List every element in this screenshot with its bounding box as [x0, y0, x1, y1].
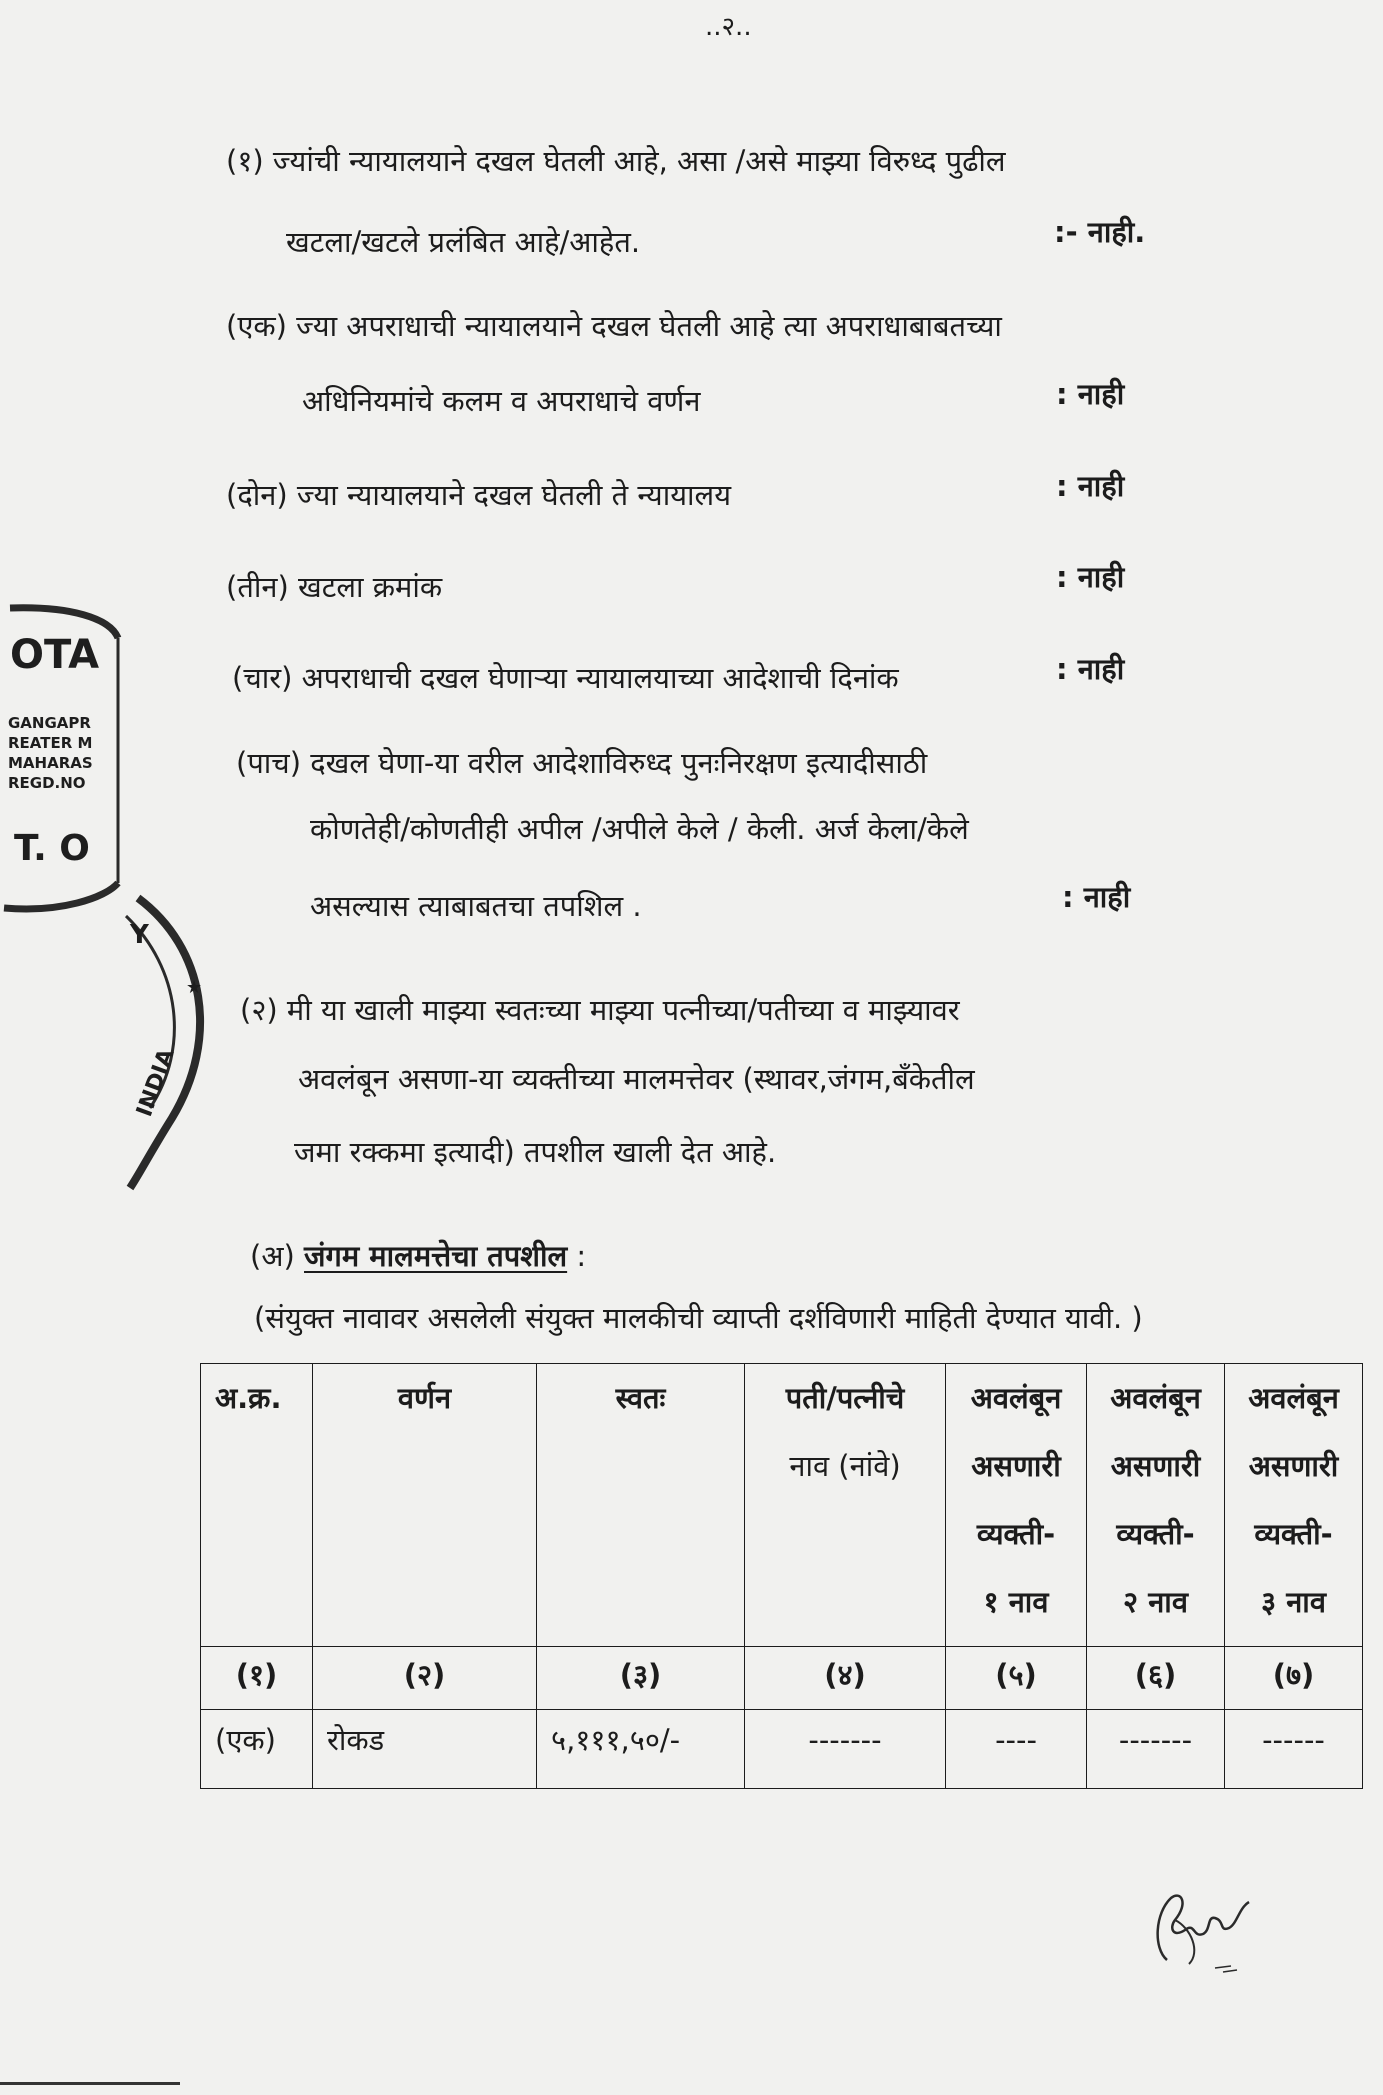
item-pach-answer: : नाही: [1062, 880, 1131, 914]
q1-line-2: खटला/खटले प्रलंबित आहे/आहेत.: [286, 225, 641, 259]
table-cell: (५): [946, 1647, 1087, 1710]
svg-text:REGD.NO: REGD.NO: [8, 774, 86, 792]
table-header-cell: स्वतः: [537, 1364, 745, 1647]
table-cell: (४): [745, 1647, 946, 1710]
sub-section-colon: :: [576, 1239, 587, 1273]
item-ek-answer: : नाही: [1056, 377, 1125, 411]
table-cell: -------: [745, 1710, 946, 1789]
table-cell: (६): [1087, 1647, 1225, 1710]
q1-answer: :- नाही.: [1054, 215, 1146, 249]
item-char-line: (चार) अपराधाची दखल घेणाऱ्या न्यायालयाच्या आदेशाची दिनांक: [232, 661, 899, 695]
svg-text:★: ★: [186, 977, 203, 998]
table-header-cell: अवलंबून असणारी व्यक्ती- १ नाव: [946, 1364, 1087, 1647]
page-number: ..२..: [705, 12, 752, 42]
item-pach-line-3: असल्यास त्याबाबतचा तपशिल .: [310, 889, 642, 923]
sub-section-heading: [250, 1239, 587, 1273]
item-char-answer: : नाही: [1056, 652, 1125, 686]
q2-line-1: (२) मी या खाली माझ्या स्वतःच्या माझ्या पत्नीच्या/पतीच्या व माझ्यावर: [240, 993, 960, 1027]
item-pach-line-2: कोणतेही/कोणतीही अपील /अपीले केले / केली. अर्ज केला/केले: [310, 812, 969, 846]
table-header-row: [201, 1364, 1363, 1647]
svg-text:INDIA: INDIA: [132, 1045, 180, 1121]
item-teen-answer: : नाही: [1056, 560, 1125, 594]
table-cell: ५,१११,५०/-: [537, 1710, 745, 1789]
table-cell: रोकड: [313, 1710, 537, 1789]
table-cell: (७): [1225, 1647, 1363, 1710]
item-ek-line-2: अधिनियमांचे कलम व अपराधाचे वर्णन: [302, 384, 701, 418]
table-cell: (एक): [201, 1710, 313, 1789]
svg-text:OTA: OTA: [10, 632, 100, 678]
svg-text:GANGAPR: GANGAPR: [8, 714, 91, 732]
svg-text:Y: Y: [130, 920, 149, 950]
table-cell: -------: [1087, 1710, 1225, 1789]
sub-section-note: (संयुक्त नावावर असलेली संयुक्त मालकीची व्याप्ती दर्शविणारी माहिती देण्यात यावी. ): [254, 1301, 1143, 1335]
table-cell: (२): [313, 1647, 537, 1710]
q1-line-1: (१) ज्यांची न्यायालयाने दखल घेतली आहे, असा /असे माझ्या विरुध्द पुढील: [226, 144, 1006, 178]
table-row: [201, 1710, 1363, 1789]
svg-text:T. O: T. O: [14, 828, 90, 869]
svg-text:MAHARAS: MAHARAS: [8, 754, 93, 772]
item-don-line: (दोन) ज्या न्यायालयाने दखल घेतली ते न्यायालय: [226, 478, 732, 512]
item-ek-line-1: (एक) ज्या अपराधाची न्यायालयाने दखल घेतली आहे त्या अपराधाबाबतच्या: [226, 309, 1002, 343]
table-header-cell: अ.क्र.: [201, 1364, 313, 1647]
table-cell: (१): [201, 1647, 313, 1710]
sub-section-title: जंगम मालमत्तेचा तपशील: [304, 1239, 568, 1273]
table-header-cell: अवलंबून असणारी व्यक्ती- २ नाव: [1087, 1364, 1225, 1647]
table-cell: (३): [537, 1647, 745, 1710]
table-cell: ------: [1225, 1710, 1363, 1789]
bottom-edge-mark: [0, 2082, 180, 2085]
item-pach-line-1: (पाच) दखल घेणा-या वरील आदेशाविरुध्द पुनःनिरक्षण इत्यादीसाठी: [236, 746, 928, 780]
q2-line-3: जमा रक्कमा इत्यादी) तपशील खाली देत आहे.: [294, 1135, 777, 1169]
table-header-cell: वर्णन: [313, 1364, 537, 1647]
notary-stamp: [0, 598, 215, 1198]
table-header-cell: अवलंबून असणारी व्यक्ती- ३ नाव: [1225, 1364, 1363, 1647]
q2-line-2: अवलंबून असणा-या व्यक्तीच्या मालमत्तेवर (स्थावर,जंगम,बँकेतील: [298, 1062, 975, 1096]
table-column-number-row: [201, 1647, 1363, 1710]
signature: [1145, 1868, 1255, 1978]
table-cell: ----: [946, 1710, 1087, 1789]
sub-section-prefix: (अ): [250, 1239, 295, 1273]
table-header-cell: पती/पत्नीचे नाव (नांवे): [745, 1364, 946, 1647]
movable-assets-table: [200, 1363, 1363, 1789]
item-don-answer: : नाही: [1056, 469, 1125, 503]
item-teen-line: (तीन) खटला क्रमांक: [226, 570, 443, 604]
svg-text:REATER M: REATER M: [8, 734, 93, 752]
